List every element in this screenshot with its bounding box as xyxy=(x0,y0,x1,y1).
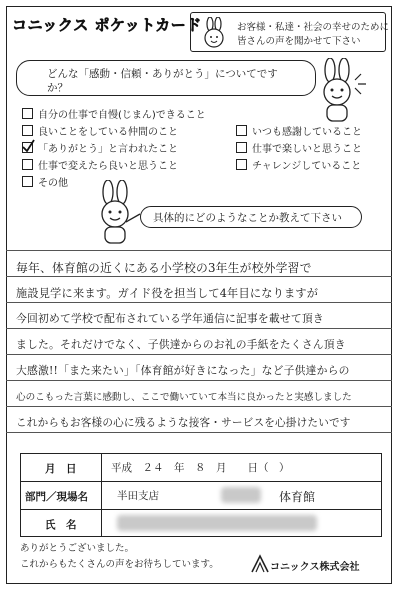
divider xyxy=(6,250,392,251)
date-value[interactable]: 平成 ２４ 年 ８ 月 日（ ） xyxy=(111,462,290,474)
header-message-box xyxy=(190,12,390,52)
ruled-line xyxy=(6,354,392,355)
card-title: コニックス ポケットカード xyxy=(12,16,202,34)
header-message-line2: 皆さんの声を聞かせて下さい xyxy=(237,36,361,47)
checkbox-improve[interactable] xyxy=(22,159,33,170)
checkbox-label-gratitude: いつも感謝していること xyxy=(252,127,362,138)
handwritten-line: 大感激!!「また来たい」「体育館が好きになった」など子供達からの xyxy=(16,364,350,377)
company-logo-icon xyxy=(250,552,270,574)
footer-thanks: ありがとうございました。 xyxy=(20,543,135,554)
question-line2: か？ xyxy=(47,82,68,94)
handwritten-line: これからもお客様の心に残るような接客・サービスを心掛けたいです xyxy=(16,417,351,429)
rabbit-mascot-icon xyxy=(308,58,368,124)
checkbox-label-thanked: 「ありがとう」と言われたこと xyxy=(38,144,178,155)
form-col-divider xyxy=(101,454,102,536)
checkbox-fun[interactable] xyxy=(236,142,247,153)
handwritten-line: ました。それだけでなく、子供達からのお礼の手紙をたくさん頂き xyxy=(16,338,346,351)
ruled-line xyxy=(6,328,392,329)
form-row-divider xyxy=(21,481,381,482)
checkbox-other[interactable] xyxy=(22,176,33,187)
checkbox-label-improve: 仕事で変えたら良いと思うこと xyxy=(38,161,178,172)
checkmark-icon xyxy=(20,138,36,154)
rabbit-pointing-icon xyxy=(86,180,144,246)
checkbox-label-pride: 自分の仕事で自慢(じまん)できること xyxy=(38,110,206,121)
ruled-line xyxy=(6,276,392,277)
checkbox-colleagues[interactable] xyxy=(22,125,33,136)
company-name: コニックス株式会社 xyxy=(270,562,360,573)
handwritten-line: 毎年、体育館の近くにある小学校の3年生が校外学習で xyxy=(16,261,312,275)
header-message-line1: お客様・私達・社会の幸せのために xyxy=(237,22,390,33)
checkbox-gratitude[interactable] xyxy=(236,125,247,136)
form-row-divider xyxy=(21,509,381,510)
redacted-site-name xyxy=(221,487,261,503)
checkbox-label-other: その他 xyxy=(38,178,68,189)
checkbox-label-fun: 仕事で楽しいと思うこと xyxy=(252,144,362,155)
handwritten-line: 心のこもった言葉に感動し、ここで働いていて本当に良かったと実感しました xyxy=(16,392,352,403)
department-site[interactable]: 体育館 xyxy=(279,490,316,504)
ruled-line xyxy=(6,302,392,303)
department-branch[interactable]: 半田支店 xyxy=(117,490,159,502)
ruled-line xyxy=(6,406,392,407)
checkbox-challenge[interactable] xyxy=(236,159,247,170)
question-bubble xyxy=(16,60,316,96)
handwritten-line: 今回初めて学校で配布されている学年通信に記事を載せて頂き xyxy=(16,312,324,325)
rabbit-icon xyxy=(199,17,229,49)
info-form xyxy=(20,453,382,537)
name-label: 氏 名 xyxy=(45,519,77,531)
department-label: 部門／現場名 xyxy=(25,491,88,503)
handwritten-line: 施設見学に来ます。ガイド役を担当して4年目になりますが xyxy=(16,287,319,300)
checkbox-label-challenge: チャレンジしていること xyxy=(252,161,362,172)
date-label: 月 日 xyxy=(45,463,77,475)
checkbox-label-colleagues: 良いことをしている仲間のこと xyxy=(38,127,178,138)
checkbox-pride[interactable] xyxy=(22,108,33,119)
question-line1: どんな「感動・信頼・ありがとう」についてです xyxy=(47,68,278,80)
footer-message: これからもたくさんの声をお待ちしています。 xyxy=(20,559,219,570)
ruled-line xyxy=(6,380,392,381)
prompt-bubble: 具体的にどのようなことか教えて下さい xyxy=(140,206,362,228)
ruled-line xyxy=(6,432,392,433)
redacted-name xyxy=(117,515,317,531)
